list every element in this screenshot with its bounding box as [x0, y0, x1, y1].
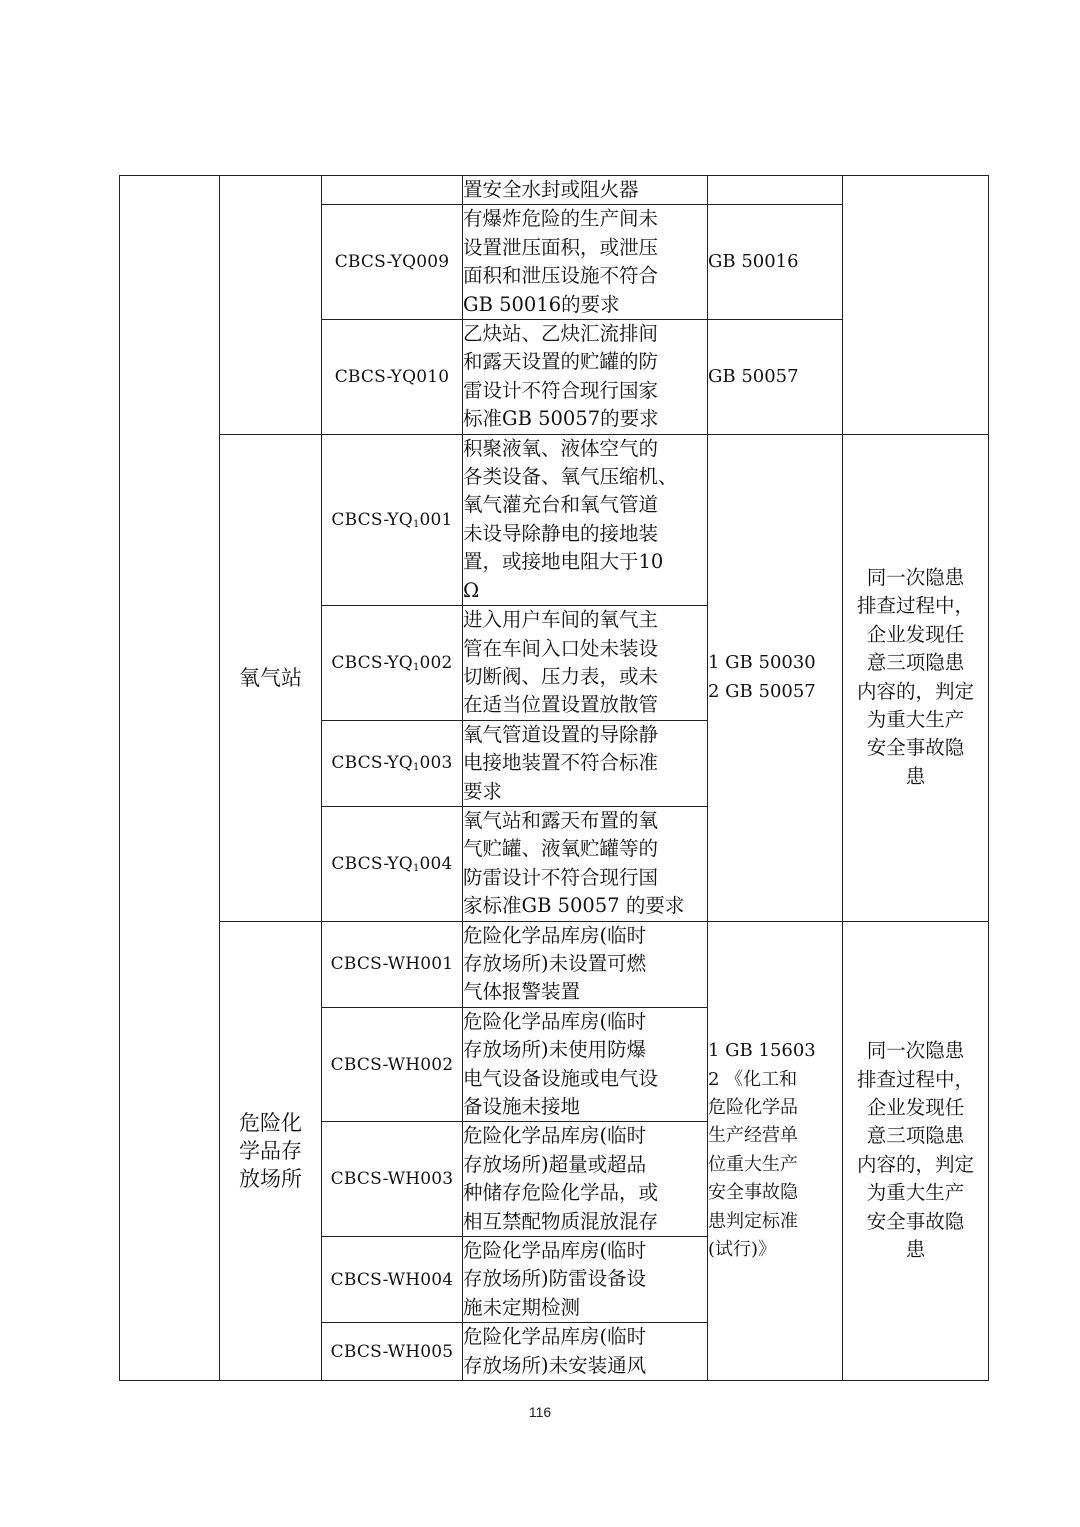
table-row: [120, 921, 989, 1007]
note-line: 为重大生产: [866, 1181, 965, 1205]
description-line: 存放场所)未设置可燃: [463, 951, 647, 975]
description-cell: [463, 921, 708, 1007]
description-cell: [463, 320, 708, 435]
description-line: 标准GB 50057的要求: [463, 407, 659, 431]
description-line: 氧气管道设置的导除静: [463, 722, 659, 746]
description-line: 危险化学品库房(临时: [463, 1239, 647, 1263]
table-row: [120, 434, 989, 605]
standard-line: 患判定标准: [708, 1210, 798, 1232]
description-line: 雷设计不符合现行国家: [463, 378, 659, 402]
description-line: 存放场所)未安装通风: [463, 1353, 647, 1377]
description-line: 存放场所)未使用防爆: [463, 1038, 647, 1062]
note-line: 患: [905, 1238, 926, 1262]
code-cell: CBCS-YQ009: [322, 205, 463, 320]
note-line: 同一次隐患: [866, 565, 965, 589]
description-line: 存放场所)超量或超品: [463, 1152, 647, 1176]
description-cell: [463, 806, 708, 921]
note-line: 排查过程中，: [856, 594, 974, 618]
category-cell-oxygen-station: [220, 434, 322, 921]
category-line: 氧气站: [239, 665, 302, 690]
description-line: 积聚液氧、液体空气的: [463, 436, 659, 460]
description-line: 气贮罐、液氧贮罐等的: [463, 837, 659, 861]
standard-line: 位重大生产: [708, 1153, 798, 1175]
code-cell: CBCS-YQ010: [322, 320, 463, 435]
code-cell: CBCS-WH001: [322, 921, 463, 1007]
code-cell: CBCS-WH002: [322, 1007, 463, 1122]
description-line: 未设导除静电的接地装: [463, 521, 659, 545]
table-row: [120, 176, 989, 205]
standard-line: 2 GB 50057: [708, 680, 816, 702]
standard-cell: [708, 176, 843, 205]
description-cell: [463, 205, 708, 320]
note-line: 内容的，判定: [856, 679, 974, 703]
description-line: 危险化学品库房(临时: [463, 1124, 647, 1148]
standard-line: 生产经营单: [708, 1125, 798, 1147]
description-line: 种储存危险化学品，或: [463, 1181, 659, 1205]
standard-line: 危险化学品: [708, 1097, 798, 1118]
description-line: 切断阀、压力表，或未: [463, 664, 659, 688]
description-line: 危险化学品库房(临时: [463, 1009, 647, 1033]
description-line: 危险化学品库房(临时: [463, 1325, 647, 1349]
description-line: 管在车间入口处未装设: [463, 636, 659, 660]
standard-line: (试行)》: [708, 1239, 777, 1261]
description-line: 防雷设计不符合现行国: [463, 865, 659, 889]
description-line: GB 50016的要求: [463, 292, 620, 316]
description-line: 气体报警装置: [463, 980, 581, 1004]
description-cell: [463, 1122, 708, 1237]
description-line: 乙炔站、乙炔汇流排间: [463, 322, 659, 346]
description-line: 和露天设置的贮罐的防: [463, 350, 659, 374]
description-cell: [463, 1323, 708, 1381]
hazard-table: [119, 175, 989, 1381]
category-line: 学品存: [239, 1138, 302, 1163]
description-cell: [463, 176, 708, 205]
description-cell: [463, 720, 708, 806]
description-line: 各类设备、氧气压缩机、: [463, 465, 678, 489]
description-line: 危险化学品库房(临时: [463, 923, 647, 947]
description-line: 施未定期检测: [463, 1295, 581, 1319]
standard-line: 安全事故隐: [708, 1182, 798, 1204]
description-line: 氧气站和露天布置的氧: [463, 808, 659, 832]
category-cell-chemical-storage: [220, 921, 322, 1381]
code-cell: CBCS-$YQ_1001$: [322, 434, 463, 605]
note-line: 意三项隐患: [866, 651, 965, 675]
standard-line: 2 《化工和: [708, 1068, 798, 1090]
code-cell: CBCS-$YQ_1003$: [322, 720, 463, 806]
note-line: 企业发现任: [866, 622, 965, 646]
code-cell: [322, 176, 463, 205]
description-line: 设置泄压面积，或泄压: [463, 235, 659, 259]
category-line: 危险化: [239, 1110, 302, 1135]
description-line: Ω: [463, 578, 480, 602]
description-cell: [463, 1237, 708, 1323]
note-cell-chemical: [843, 921, 989, 1381]
code-cell: CBCS-WH005: [322, 1323, 463, 1381]
note-line: 同一次隐患: [866, 1039, 965, 1063]
description-line: 电接地装置不符合标准: [463, 751, 659, 775]
standard-cell-chemical: [708, 921, 843, 1381]
description-line: 家标准GB 50057 的要求: [463, 894, 685, 918]
standard-cell-oxygen: [708, 434, 843, 921]
description-cell: [463, 434, 708, 605]
note-line: 为重大生产: [866, 708, 965, 732]
description-line: 备设施未接地: [463, 1095, 581, 1118]
note-line: 意三项隐患: [866, 1124, 965, 1148]
description-line: 置安全水封或阻火器: [463, 178, 639, 201]
code-cell: CBCS-$YQ_1002$: [322, 606, 463, 721]
description-line: 有爆炸危险的生产间未: [463, 207, 659, 231]
description-line: 电气设备设施或电气设: [463, 1066, 659, 1090]
description-cell: [463, 1007, 708, 1122]
code-cell: CBCS-$YQ_1004$: [322, 806, 463, 921]
category-line: 放场所: [239, 1166, 302, 1191]
note-line: 安全事故隐: [866, 1209, 965, 1233]
category-cell-prev: [220, 176, 322, 435]
description-line: 置，或接地电阻大于10: [463, 550, 664, 574]
description-line: 面积和泄压设施不符合: [463, 264, 659, 288]
standard-line: 1 GB 50030: [708, 652, 816, 674]
description-line: 在适当位置设置放散管: [463, 693, 659, 717]
code-cell: CBCS-WH004: [322, 1237, 463, 1323]
description-line: 要求: [463, 779, 503, 803]
note-line: 安全事故隐: [866, 736, 965, 760]
note-cell-oxygen: [843, 434, 989, 921]
note-line: 排查过程中，: [856, 1067, 974, 1091]
code-cell: CBCS-WH003: [322, 1122, 463, 1237]
note-cell-prev: [843, 176, 989, 435]
description-line: 进入用户车间的氧气主: [463, 608, 659, 632]
blank-column-cell: [120, 176, 220, 1381]
page-number: 116: [528, 1404, 552, 1420]
description-cell: [463, 606, 708, 721]
note-line: 企业发现任: [866, 1096, 965, 1119]
standard-cell: GB 50016: [708, 205, 843, 320]
description-line: 相互禁配物质混放混存: [463, 1209, 659, 1233]
note-line: 患: [905, 764, 926, 788]
standard-cell: GB 50057: [708, 320, 843, 435]
note-line: 内容的，判定: [856, 1152, 974, 1176]
description-line: 存放场所)防雷设备设: [463, 1267, 647, 1291]
description-line: 氧气灌充台和氧气管道: [463, 493, 659, 517]
standard-line: 1 GB 15603: [708, 1040, 816, 1062]
